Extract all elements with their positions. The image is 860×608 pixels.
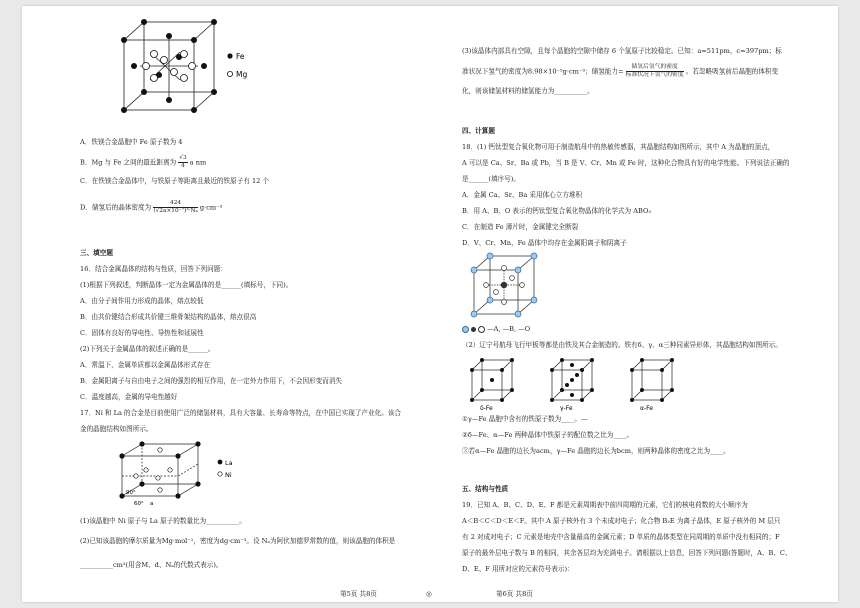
storage-capacity-fraction: $\frac{\text{储氢后氢气的密度}}{\text{标准状况下氢气的密度}}$ bbox=[625, 64, 684, 78]
b-site-marker bbox=[471, 327, 476, 332]
q19-stem-line3: 有 2 对成对电子；C 元素是地壳中含量最高的金属元素；D 单质的晶体类型在同周期的单质中没有相同的；F bbox=[462, 533, 780, 541]
exam-sheet bbox=[22, 6, 838, 602]
q16-part2: (2)下列关于金属晶体的叙述正确的是______。 bbox=[80, 345, 215, 353]
perovskite-unit-cell-figure bbox=[468, 252, 548, 322]
right-page-footer: 第6页 共8页 bbox=[496, 590, 533, 598]
q17-part2: (2)已知该晶胞的摩尔质量为Mg·mol⁻¹，密度为dg·cm⁻³。设 Nₐ为阿伏加德罗常数的值，则该晶胞的体积是 bbox=[80, 537, 396, 545]
q19-stem-line2: A＜B＜C＜D＜E＜F。其中 A 原子核外有 3 个未成对电子；化合物 B₂E 为离子晶体，E 原子核外的 M 层只 bbox=[462, 517, 781, 525]
angle-label-60: 60° bbox=[134, 501, 144, 507]
q18-stem-line1: 18．(1) 钙钛型复合氧化物可用于制造航母中的热敏传感器，其晶胞结构如图所示，其中 A 为晶胞的顶点， bbox=[462, 143, 775, 151]
fe-mg-unit-cell-figure bbox=[120, 16, 260, 124]
q18-part2-sub2: ②δ—Fe、α—Fe 两种晶体中铁原子的配位数之比为____。 bbox=[462, 431, 634, 439]
q17-part3-line3: 化，则该储氢材料的储氢能力为__________。 bbox=[462, 87, 594, 95]
q16-option-a: A．由分子间作用力形成的晶体，熔点较低 bbox=[80, 297, 204, 305]
q18-option-b: B．用 A、B、O 表示的钙钛型复合氧化物晶体的化学式为 ABO₃ bbox=[462, 207, 651, 215]
q19-stem-line1: 19．已知 A、B、C、D、E、F 都是元素周期表中前四周期的元素，它们的核电荷数的大小顺序为 bbox=[462, 501, 748, 509]
q18-option-a: A．金属 Ca、Sr、Ba 采用体心立方堆积 bbox=[462, 191, 583, 199]
option-c: C．在铁镁合金晶体中，与铁原子等距离且最近的铁原子有 12 个 bbox=[80, 177, 270, 185]
q16-part2-option-a: A．常温下，金属单质都以金属晶体形式存在 bbox=[80, 361, 211, 369]
q17-stem-line1: 17．Ni 和 La 的合金是目前使用广泛的储氢材料，具有大容量、长寿命等特点，在中国已实现了产业化。该合 bbox=[80, 409, 401, 417]
option-b-fraction: $\frac{√3}{4}$ bbox=[179, 155, 187, 169]
option-d-fraction: $\frac{424}{\text{(√2a×10⁻⁷)³·Nₐ}}$ bbox=[153, 200, 198, 214]
q18-stem-line2: A 可以是 Ca、Sr、Ba 或 Pb，当 B 是 V、Cr、Mn 或 Fe 时，这种化合物具有好的电学性能。下列说法正确的 bbox=[462, 159, 790, 167]
q17-part1: (1)该晶胞中 Ni 原子与 La 原子的数量比为__________。 bbox=[80, 517, 246, 525]
fe-legend-label: Fe bbox=[236, 52, 245, 61]
q18-stem-line3: 是______(填序号)。 bbox=[462, 175, 520, 183]
o-site-marker bbox=[478, 326, 485, 333]
q16-part2-option-c: C．温度越高，金属的导电性越好 bbox=[80, 393, 178, 401]
q18-part2-sub3: ③若α—Fe 晶胞的边长为acm，γ—Fe 晶胞的边长为bcm，则两种晶体的密度之比为____。 bbox=[462, 447, 730, 455]
q16-part1: (1)根据下列叙述，判断晶体一定为金属晶体的是______(填标号，下同)。 bbox=[80, 281, 293, 289]
q16-part2-option-b: B．金属阳离子与自由电子之间的强烈的相互作用，在一定外力作用下，不会因形变而消失 bbox=[80, 377, 342, 385]
q16-stem: 16．结合金属晶体的结构与性质，回答下列问题： bbox=[80, 265, 227, 273]
caption-delta-fe: δ-Fe bbox=[480, 405, 493, 412]
q18-option-c: C．在制造 Fe 薄片时，金属键完全断裂 bbox=[462, 223, 579, 231]
section-4-heading: 四、计算题 bbox=[462, 127, 495, 135]
q17-part3-line1: (3)该晶体内部具有空隙，且每个晶胞的空隙中储存 6 个氢原子比较稳定。已知：a=511pm，c=397pm；标 bbox=[462, 47, 782, 55]
caption-gamma-fe: γ-Fe bbox=[560, 405, 573, 412]
q16-option-c: C．固体有良好的导电性、导热性和延展性 bbox=[80, 329, 204, 337]
ni-legend-label: Ni bbox=[225, 471, 232, 479]
angle-label-90: 90° bbox=[126, 490, 136, 496]
q18-option-d: D．V、Cr、Mn、Fe 晶体中均存在金属阳离子和阴离子 bbox=[462, 239, 627, 247]
option-a: A．铁镁合金晶胞中 Fe 原子数为 4 bbox=[80, 138, 183, 146]
edge-label-a: a bbox=[150, 501, 154, 507]
mg-legend-label: Mg bbox=[236, 70, 248, 79]
option-d: D．储氢后的晶体密度为 $\frac{424}{\text{(√2a×10⁻⁷)³·Nₐ}}$ g·cm⁻³ bbox=[80, 200, 223, 214]
option-b: B．Mg 与 Fe 之间的最近距离为 $\frac{√3}{4}$ a nm bbox=[80, 155, 207, 169]
legend-text: —A, —B, —O bbox=[487, 325, 531, 333]
section-5-heading: 五、结构与性质 bbox=[462, 485, 509, 493]
q17-part2-line2: __________cm³(用含M、d、Nₐ的代数式表示)。 bbox=[80, 561, 223, 569]
center-binding-mark: ◎ bbox=[426, 590, 432, 598]
q17-stem-line2: 金的晶胞结构如图所示。 bbox=[80, 425, 153, 433]
caption-alpha-fe: α-Fe bbox=[640, 405, 653, 412]
q18-part2-sub1: ①γ—Fe 晶胞中含有的铁原子数为____。— bbox=[462, 415, 588, 423]
a-site-marker bbox=[462, 326, 469, 333]
perovskite-legend bbox=[462, 324, 530, 335]
q18-part2-stem: （2）辽宁号航母飞行甲板等都是由铁及其合金制造的。铁有δ、γ、α三种同素异形体，其晶胞结构如图所示。 bbox=[462, 341, 782, 349]
iron-allotrope-figures bbox=[468, 356, 688, 412]
section-3-heading: 三、填空题 bbox=[80, 249, 113, 257]
q16-option-b: B．由共价键结合形成共价键三维骨架结构的晶体，熔点很高 bbox=[80, 313, 257, 321]
q17-part3-line2: 准状况下氢气的密度为8.98×10⁻⁵g·cm⁻³；储氢能力= $\frac{\text{储氢后氢气的密度}}{\text{标准状况下氢气的密度}}$ 。若忽略吸氢前后晶胞的体积变 bbox=[462, 64, 779, 78]
left-page-footer: 第5页 共8页 bbox=[340, 590, 377, 598]
la-legend-label: La bbox=[225, 459, 233, 467]
ni-la-unit-cell-figure bbox=[116, 438, 256, 508]
q19-stem-line5: D、E、F 用所对应的元素符号表示)： bbox=[462, 565, 574, 573]
q19-stem-line4: 原子的最外层电子数与 B 的相同，其余各层均为充满电子。请根据以上信息，回答下列问题(答题时，A、B、C、 bbox=[462, 549, 792, 557]
